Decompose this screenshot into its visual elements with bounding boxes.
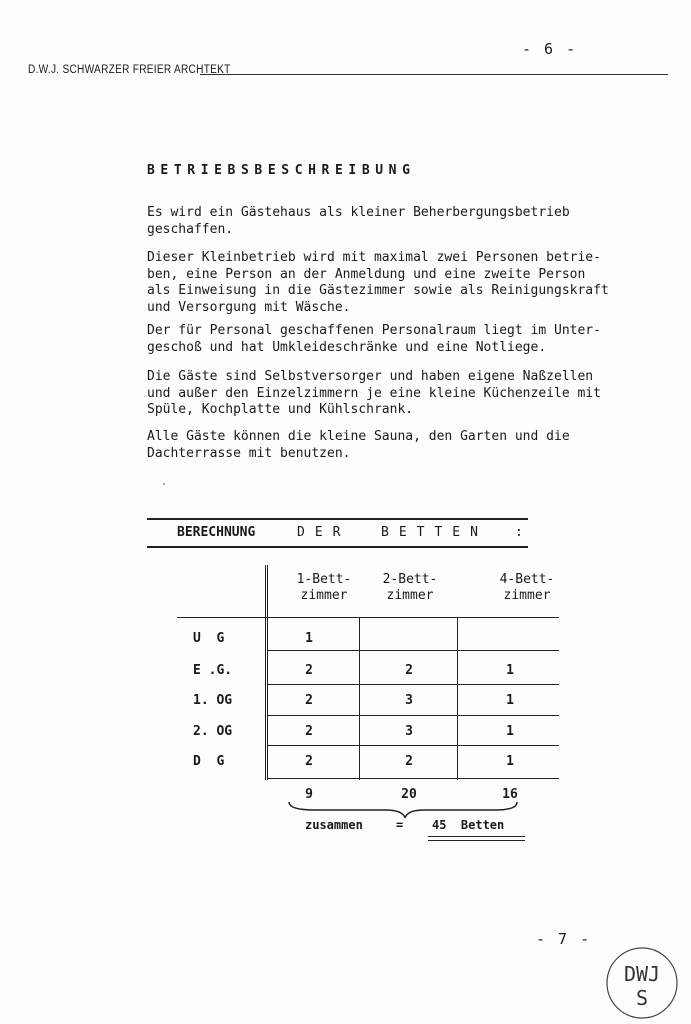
calculation-colon: : [515,525,523,540]
table-cell: 2 [305,724,313,739]
page-number-top: - 6 - [522,40,578,58]
table-cell: 3 [405,693,413,708]
sum-underline [428,840,525,841]
table-rule [268,715,559,716]
column-header-single-room: 1-Bett- zimmer [296,572,352,603]
row-label-ug: U G [193,631,225,646]
sum-brace [285,800,525,820]
sum-underline [428,836,525,837]
row-label-eg: E .G. [193,663,233,678]
paragraph-staff-room: Der für Personal geschaffenen Personalraum liegt im Unter- geschoß und hat Umkleideschränke und eine Notliege. [147,323,601,355]
table-cell: 2 [305,693,313,708]
stamp-initials: DWJ [623,962,661,986]
table-rule [268,684,559,685]
table-band-top-rule [147,518,528,520]
table-rule [268,745,559,746]
table-cell: 2 [305,754,313,769]
table-cell: 2 [305,663,313,678]
table-cell: 2 [405,663,413,678]
total-single-room: 9 [305,787,313,802]
stray-dot [163,483,165,485]
paragraph-guesthouse: Es wird ein Gästehaus als kleiner Beherbergungsbetrieb geschaffen. [147,205,570,237]
row-label-dg: D G [193,754,225,769]
column-header-double-room: 2-Bett- zimmer [382,572,438,603]
table-cell: 1 [506,693,514,708]
row-label-1og: 1. OG [193,693,233,708]
row-label-2og: 2. OG [193,724,233,739]
table-band-bottom-rule [147,546,528,548]
table-cell: 1 [506,754,514,769]
table-divider-col1 [359,617,360,780]
column-header-quad-room: 4-Bett- zimmer [499,572,555,603]
calculation-label: BERECHNUNG [177,525,256,540]
firm-header: D.W.J. SCHWARZER FREIER ARCHTEKT [28,64,231,76]
table-cell: 2 [405,754,413,769]
table-cell: 1 [305,631,313,646]
calculation-word-der: DER [297,525,351,540]
monogram-stamp [604,945,680,1021]
stamp-initial-s: S [635,986,649,1010]
paragraph-staffing: Dieser Kleinbetrieb wird mit maximal zwei Personen betrie- ben, eine Person an der Anmeldung und eine zweite Person als Einweisung in die Gästezimmer sowie als Reinigungskraft und Versorgung mit Wäsche. [147,250,609,315]
table-divider-col2 [457,617,458,780]
table-rule [268,778,559,779]
table-divider-left [265,565,268,780]
table-cell: 1 [506,663,514,678]
sum-equals: = [396,818,404,832]
document-title: BETRIEBSBESCHREIBUNG [147,163,416,178]
total-double-room: 20 [401,787,417,802]
table-rule [268,650,559,651]
table-cell: 3 [405,724,413,739]
total-quad-room: 16 [502,787,518,802]
page-number-bottom: - 7 - [536,930,592,948]
header-rule [200,74,668,75]
table-rule [177,617,559,618]
paragraph-self-catering: Die Gäste sind Selbstversorger und haben eigene Naßzellen und außer den Einzelzimmern je eine kleine Küchenzeile mit Spüle, Kochplatte und Kühlschrank. [147,369,601,417]
calculation-word-betten: BETTEN [381,525,488,540]
sum-label: zusammen [305,818,363,832]
sum-value: 45 Betten [432,818,505,832]
paragraph-amenities: Alle Gäste können die kleine Sauna, den Garten und die Dachterrasse mit benutzen. [147,429,570,461]
table-cell: 1 [506,724,514,739]
